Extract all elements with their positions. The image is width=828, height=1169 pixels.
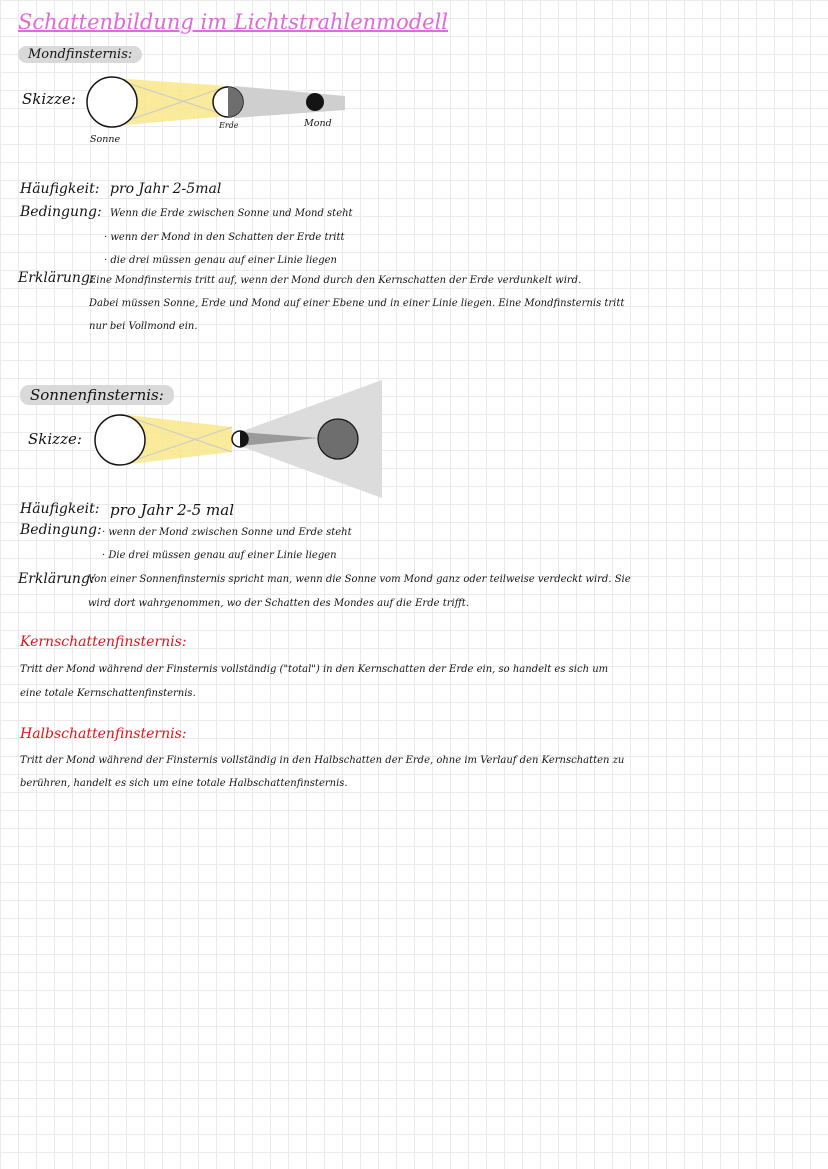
mond-erklaerung-1: Eine Mondfinsternis tritt auf, wenn der Mond durch den Kernschatten der Erde verdunkelt wird.: [89, 275, 582, 286]
halbschatten-heading: Halbschattenfinsternis:: [20, 726, 187, 742]
earth-shadow: [234, 86, 345, 118]
kernschatten-line-2: eine totale Kernschattenfinsternis.: [20, 688, 196, 699]
moon-circle: [306, 93, 324, 111]
sun-circle: [87, 77, 137, 127]
sonne-bedingung-2: · Die drei müssen genau auf einer Linie liegen: [102, 550, 337, 561]
sonne-erklaerung-2: wird dort wahrgenommen, wo der Schatten des Mondes auf die Erde trifft.: [88, 598, 469, 609]
kernschatten-line-1: Tritt der Mond während der Finsternis vollständig ("total") in den Kernschatten der Erde ein, so handelt es sich um: [20, 664, 609, 675]
kernschatten-heading: Kernschattenfinsternis:: [20, 634, 187, 650]
mond-bedingung-label: Bedingung:: [20, 204, 102, 220]
sonne-label: Sonne: [90, 134, 121, 145]
halbschatten-line-2: berühren, handelt es sich um eine totale Halbschattenfinsternis.: [20, 778, 348, 789]
sun-circle: [95, 415, 145, 465]
mond-bedingung-1: Wenn die Erde zwischen Sonne und Mond steht: [110, 208, 353, 219]
sonnenfinsternis-heading: Sonnenfinsternis:: [20, 385, 174, 405]
mond-haeufigkeit-value: pro Jahr 2-5mal: [110, 181, 222, 197]
halbschatten-line-1: Tritt der Mond während der Finsternis vollständig in den Halbschatten der Erde, ohne im Verlauf den Kernschatten zu: [20, 755, 625, 766]
sonne-skizze-label: Skizze:: [28, 430, 82, 448]
sonne-bedingung-1: · wenn der Mond zwischen Sonne und Erde steht: [102, 527, 352, 538]
mond-bedingung-3: · die drei müssen genau auf einer Linie liegen: [104, 255, 337, 266]
mond-skizze-label: Skizze:: [22, 90, 76, 108]
mond-haeufigkeit-label: Häufigkeit:: [20, 181, 100, 197]
sonne-haeufigkeit-label: Häufigkeit:: [20, 501, 100, 517]
sonne-erklaerung-label: Erklärung:: [18, 571, 95, 587]
mondfinsternis-heading: Mondfinsternis:: [18, 46, 142, 63]
mond-label: Mond: [304, 118, 332, 129]
page-title: Schattenbildung im Lichtstrahlenmodell: [18, 10, 449, 34]
mond-erklaerung-label: Erklärung:: [18, 270, 95, 286]
sonne-haeufigkeit-value: pro Jahr 2-5 mal: [110, 501, 235, 519]
earth-circle: [318, 419, 358, 459]
erde-label: Erde: [219, 121, 239, 130]
sonne-bedingung-label: Bedingung:: [20, 522, 102, 538]
mond-bedingung-2: · wenn der Mond in den Schatten der Erde tritt: [104, 232, 345, 243]
mond-erklaerung-3: nur bei Vollmond ein.: [89, 321, 198, 332]
mond-erklaerung-2: Dabei müssen Sonne, Erde und Mond auf einer Ebene und in einer Linie liegen. Eine Mondfinsternis tritt: [89, 298, 625, 309]
sonne-erklaerung-1: Von einer Sonnenfinsternis spricht man, wenn die Sonne vom Mond ganz oder teilweise verdeckt wird. Sie: [88, 574, 631, 585]
